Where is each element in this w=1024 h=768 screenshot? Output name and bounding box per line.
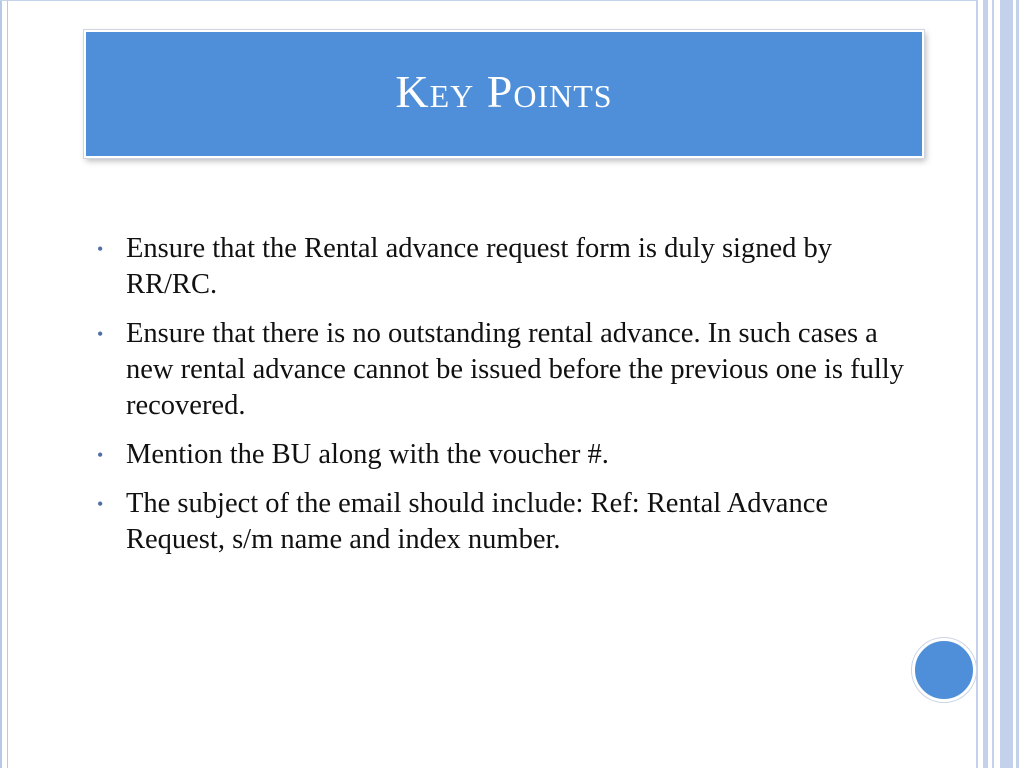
bullet-item	[97, 486, 907, 558]
bullet-icon: •	[97, 494, 104, 514]
left-frame-border	[0, 0, 8, 768]
bullet-icon: •	[97, 445, 104, 465]
bullet-icon: •	[97, 239, 104, 259]
top-frame-border	[0, 0, 976, 1]
decorative-circle-icon	[912, 638, 976, 702]
bullet-text: The subject of the email should include: Ref: Rental Advance Request, s/m name and index number.	[126, 488, 829, 555]
bullet-icon: •	[97, 324, 104, 344]
right-edge-stripe	[983, 0, 988, 768]
bullet-list	[97, 231, 907, 571]
right-edge-stripe	[992, 0, 994, 768]
bullet-item	[97, 231, 907, 303]
bullet-text: Ensure that there is no outstanding rental advance. In such cases a new rental advance cannot be issued before the previous one is fully recovered.	[126, 318, 904, 421]
bullet-item	[97, 437, 907, 473]
bullet-text: Ensure that the Rental advance request form is duly signed by RR/RC.	[126, 233, 832, 300]
right-edge-stripe	[1016, 0, 1019, 768]
title-banner	[84, 30, 924, 158]
bullet-item	[97, 316, 907, 424]
bullet-text: Mention the BU along with the voucher #.	[126, 439, 609, 470]
right-edge-stripe	[1000, 0, 1013, 768]
right-edge-stripe	[976, 0, 978, 768]
slide-title: Key Points	[395, 65, 613, 117]
